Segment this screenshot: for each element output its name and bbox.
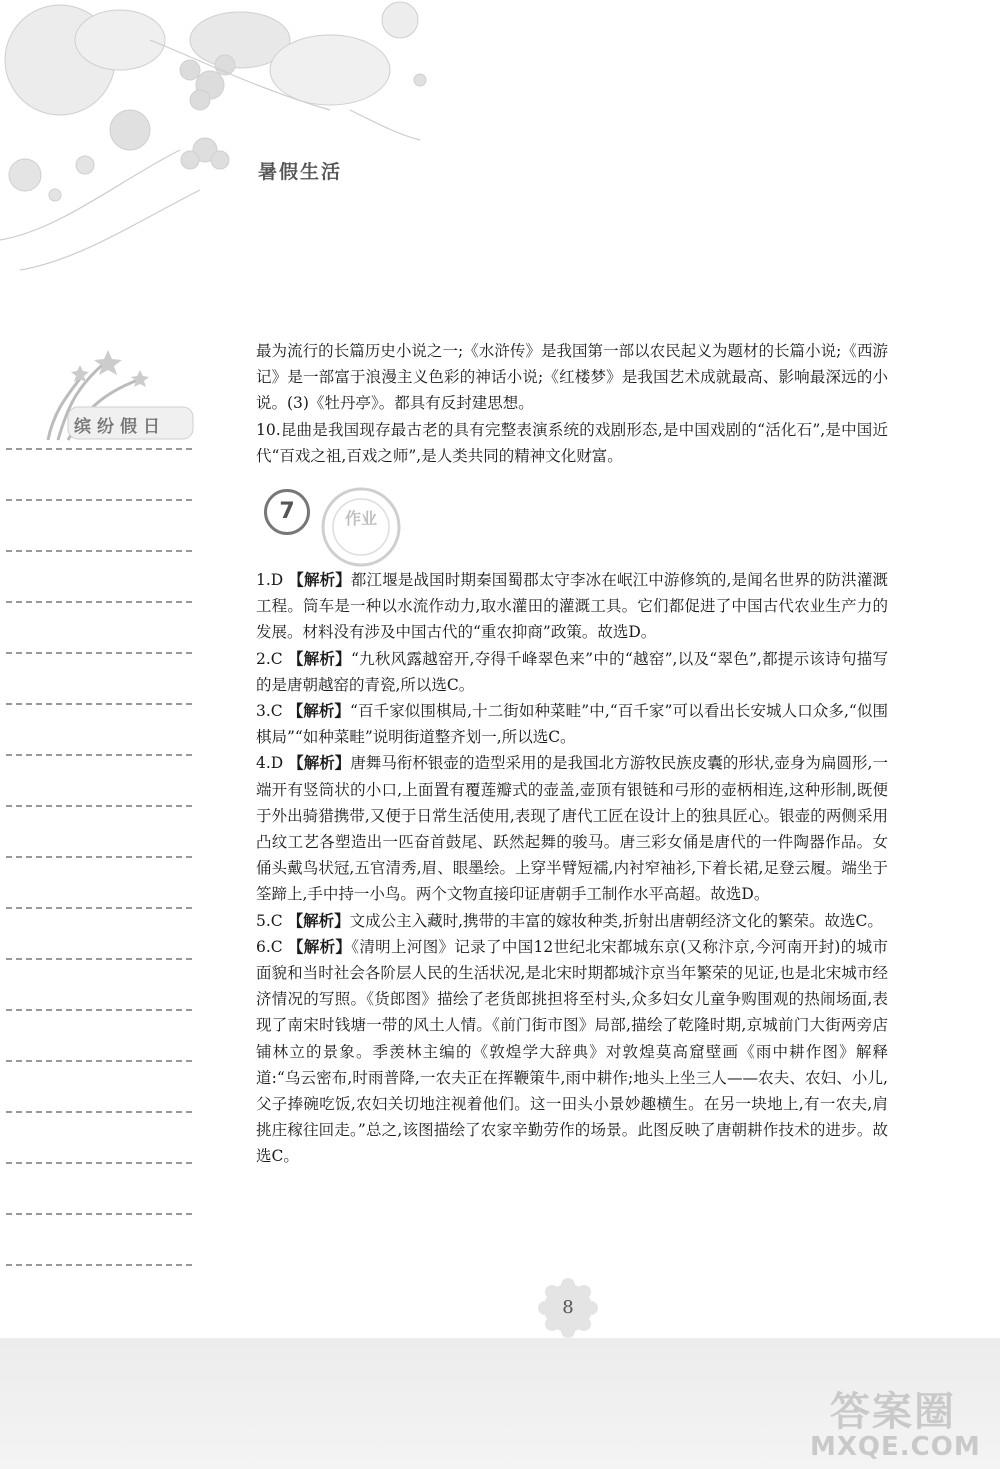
answer-item [256,908,888,934]
page-number: 8 [562,1297,574,1318]
answer-number: 2.C [256,649,283,668]
stamp-text: 作业 [344,509,378,528]
analysis-tag: 【解析】 [288,570,351,590]
analysis-tag: 【解析】 [287,910,350,930]
note-line [6,652,192,654]
sidebar-badge-label: 缤纷假日 [74,417,166,437]
answer-item [256,698,888,750]
intro-paragraph: 10.昆曲是我国现存最古老的具有完整表演系统的戏剧形态,是中国戏剧的“活化石”,是中国近代“百戏之祖,百戏之师”,是人类共同的精神文化财富。 [256,420,888,465]
answer-number: 5.C [256,911,283,930]
note-line [6,448,192,450]
answer-item [256,934,888,1170]
site-watermark [800,1380,1000,1469]
answer-text: 《清明上河图》记录了中国12世纪北宋都城东京(又称汴京,今河南开封)的城市面貌和当时社会各阶层人民的生活状况,是北宋时期都城汴京当年繁荣的见证,也是北宋城市经济情况的写照。《货郎图》描绘了老货郎挑担将至村头,众多妇女儿童争购围观的热闹场面,表现了南宋时钱塘一带的风土人情。《前门街市图》局部,描绘了乾隆时期,京城前门大街两旁店铺林立的景象。季羡林主编的《敦煌学大辞典》对敦煌莫高窟壁画《雨中耕作图》解释道:“乌云密布,时雨普降,一农夫正在挥鞭策牛,雨中耕作;地头上坐三人——农夫、农妇、小儿,父子捧碗吃饭,农妇关切地注视着他们。这一田头小景妙趣横生。在另一块地上,有一农夫,肩挑庄稼往回走。”总之,该图描绘了农家辛勤劳作的场景。此图反映了唐朝耕作技术的进步。故选C。 [256,937,888,1166]
page-number-badge [537,1277,599,1339]
answer-number: 3.C [256,702,283,721]
floral-header-decoration [0,0,1000,300]
answer-text: 文成公主入藏时,携带的丰富的嫁妆种类,折射出唐朝经济文化的繁荣。故选C。 [349,911,883,930]
answer-number: 1.D [256,571,284,590]
answer-item [256,750,888,907]
note-line [6,856,192,858]
note-line [6,601,192,603]
analysis-tag: 【解析】 [288,753,351,773]
answer-text: 唐舞马衔杯银壶的造型采用的是我国北方游牧民族皮囊的形状,壶身为扁圆形,一端开有竖筒状的小口,上面置有覆莲瓣式的壶盖,壶顶有银链和弓形的壶柄相连,这种形制,既便于外出骑猎携带,又便于日常生活使用,表现了唐代工匠在设计上的独具匠心。银壶的两侧采用凸纹工艺各塑造出一匹奋首鼓尾、跃然起舞的骏马。唐三彩女俑是唐代的一件陶器作品。女俑头戴鸟状冠,五官清秀,眉、眼墨绘。上穿半臂短襦,内衬窄袖衫,下着长裙,足登云履。端坐于筌蹄上,手中持一小鸟。两个文物直接印证唐朝手工制作水平高超。故选D。 [256,754,888,904]
answer-text: “百千家似围棋局,十二街如种菜畦”中,“百千家”可以看出长安城人口众多,“似围棋局”“如种菜畦”说明街道整齐划一,所以选C。 [256,702,888,747]
answer-item [256,646,888,698]
answer-text: 都江堰是战国时期秦国蜀郡太守李冰在岷江中游修筑的,是闻名世界的防洪灌溉工程。筒车是一种以水流作动力,取水灌田的灌溉工具。它们都促进了中国古代农业生产力的发展。材料没有涉及中国古代的“重农抑商”政策。故选D。 [256,571,888,642]
answer-number: 4.D [256,754,284,773]
intro-paragraph: 最为流行的长篇历史小说之一;《水浒传》是我国第一部以农民起义为题材的长篇小说;《西游记》是一部富于浪漫主义色彩的神话小说;《红楼梦》是我国艺术成就最高、影响最深远的小说。(3)《牡丹亭》。都具有反封建思想。 [256,342,888,413]
note-line [6,805,192,807]
watermark-title: 答案圈 [830,1389,956,1435]
section-number: 7 [264,489,310,535]
analysis-tag: 【解析】 [287,701,351,721]
watermark-url: MXQE.COM [810,1432,981,1462]
note-line [6,1060,192,1062]
note-line [6,1264,192,1266]
answer-item [256,567,888,646]
note-line [6,499,192,501]
answer-number: 6.C [256,937,283,956]
note-line [6,1213,192,1215]
answer-text: “九秋风露越窑开,夺得千峰翠色来”中的“越窑”,以及“翠色”,都提示该诗句描写的是唐朝越窑的青瓷,所以选C。 [256,649,888,694]
note-line [6,958,192,960]
note-line [6,703,192,705]
note-line [6,754,192,756]
note-line [6,1009,192,1011]
note-line [6,1111,192,1113]
header-title: 暑假生活 [258,161,343,183]
note-line [6,907,192,909]
analysis-tag: 【解析】 [287,648,351,668]
analysis-tag: 【解析】 [287,936,352,956]
note-line [6,1162,192,1164]
note-line [6,550,192,552]
main-content [256,338,888,1170]
